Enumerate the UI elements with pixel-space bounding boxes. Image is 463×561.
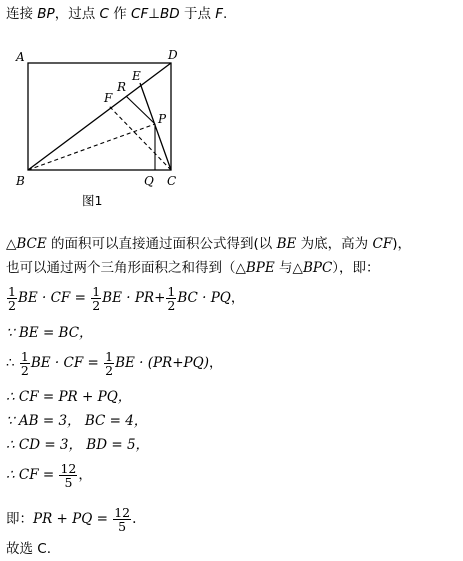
frac-num: 1 <box>8 284 16 299</box>
explain-text: 也可以通过两个三角形面积之和得到（△ <box>6 260 246 276</box>
expr-pr-pq: PR + PQ = <box>33 511 113 527</box>
triangle-bce: BCE <box>16 236 47 252</box>
equation-6: ∴ CD = 3， BD = 5， <box>6 437 150 453</box>
expr-bc-pq: BC · PQ <box>177 290 231 306</box>
label-b: B <box>16 174 25 188</box>
fraction-half <box>91 285 101 312</box>
explain-text: 与△ <box>274 260 303 276</box>
triangle-bpc: BPC <box>302 260 333 276</box>
segment-be: BE <box>276 236 297 252</box>
equation-5: ∵ AB = 3， BC = 4， <box>6 413 148 429</box>
explain-line-1 <box>6 235 411 253</box>
frac-num: 1 <box>20 349 29 364</box>
segment-cf: CF <box>372 236 393 252</box>
label-d: D <box>168 48 178 62</box>
intro-text: 作 <box>108 6 132 22</box>
intro-text: 于点 <box>179 6 216 22</box>
plus: + <box>154 290 166 306</box>
expr-be-cf: BE · CF <box>30 355 84 371</box>
figure-caption: 图1 <box>82 193 103 208</box>
punct: ， <box>78 467 92 483</box>
frac-den: 5 <box>64 475 73 490</box>
answer-line: 故选 C. <box>6 541 52 557</box>
frac-den: 2 <box>105 363 114 378</box>
segment-bp <box>28 124 155 170</box>
conclusion-prefix: 即： <box>6 511 33 527</box>
segment-pr <box>126 96 155 124</box>
equals: = <box>83 355 104 371</box>
equation-7 <box>6 462 92 489</box>
expr-be-pr: BE · PR <box>102 290 155 306</box>
equation-3 <box>6 350 222 377</box>
segment-bd: BD <box>160 6 180 22</box>
segment-cf: CF <box>131 6 149 22</box>
frac-num: 1 <box>105 349 114 364</box>
fraction-half <box>7 285 17 312</box>
explain-line-2 <box>6 259 380 277</box>
frac-num: 12 <box>60 461 77 476</box>
fraction-half <box>104 350 114 377</box>
frac-den: 2 <box>20 363 29 378</box>
intro-text: ，过点 <box>54 6 100 22</box>
explain-text: ），即： <box>332 260 380 276</box>
equation-2: ∵ BE = BC， <box>6 325 93 341</box>
point-c: C <box>99 6 109 22</box>
intro-line <box>6 5 227 23</box>
intro-text: . <box>223 6 228 22</box>
label-q: Q <box>144 174 154 188</box>
triangle-bpe: BPE <box>245 260 275 276</box>
diagonal-bd <box>28 63 171 170</box>
geometry-figure <box>10 45 185 215</box>
frac-den: 2 <box>8 298 16 313</box>
equation-1 <box>6 285 244 312</box>
frac-den: 2 <box>92 298 101 313</box>
equation-4: ∴ CF = PR + PQ， <box>6 389 132 405</box>
triangle-symbol: △ <box>6 236 17 252</box>
equals: = <box>70 290 91 306</box>
expr-cf: ∴ CF = <box>6 467 59 483</box>
label-a: A <box>16 50 25 64</box>
intro-text: 连接 <box>6 6 38 22</box>
therefore: ∴ <box>6 355 19 371</box>
equation-8 <box>6 506 136 533</box>
explain-text: 的面积可以直接通过面积公式得到(以 <box>46 236 277 252</box>
fraction-half <box>20 350 30 377</box>
label-e: E <box>132 69 141 83</box>
frac-den: 5 <box>118 519 127 534</box>
frac-den: 2 <box>167 298 176 313</box>
explain-text: 为底，高为 <box>296 236 373 252</box>
fraction-half <box>166 285 176 312</box>
perp-symbol: ⊥ <box>148 6 160 22</box>
explain-text: )， <box>392 236 411 252</box>
punct: ， <box>208 355 223 371</box>
punct: ， <box>230 290 245 306</box>
segment-bp: BP <box>37 6 55 22</box>
label-r: R <box>117 80 127 94</box>
fraction-12-5 <box>59 462 77 489</box>
frac-num: 12 <box>114 505 131 520</box>
expr-be-cf: BE · CF <box>17 290 71 306</box>
label-p: P <box>158 112 167 126</box>
label-f: F <box>104 91 113 105</box>
point-f: F <box>215 6 224 22</box>
label-c: C <box>167 174 177 188</box>
punct: . <box>132 511 137 527</box>
expr-be-sum: BE · (PR+PQ) <box>115 355 209 371</box>
frac-num: 1 <box>92 284 101 299</box>
frac-num: 1 <box>167 284 176 299</box>
fraction-12-5 <box>113 506 131 533</box>
